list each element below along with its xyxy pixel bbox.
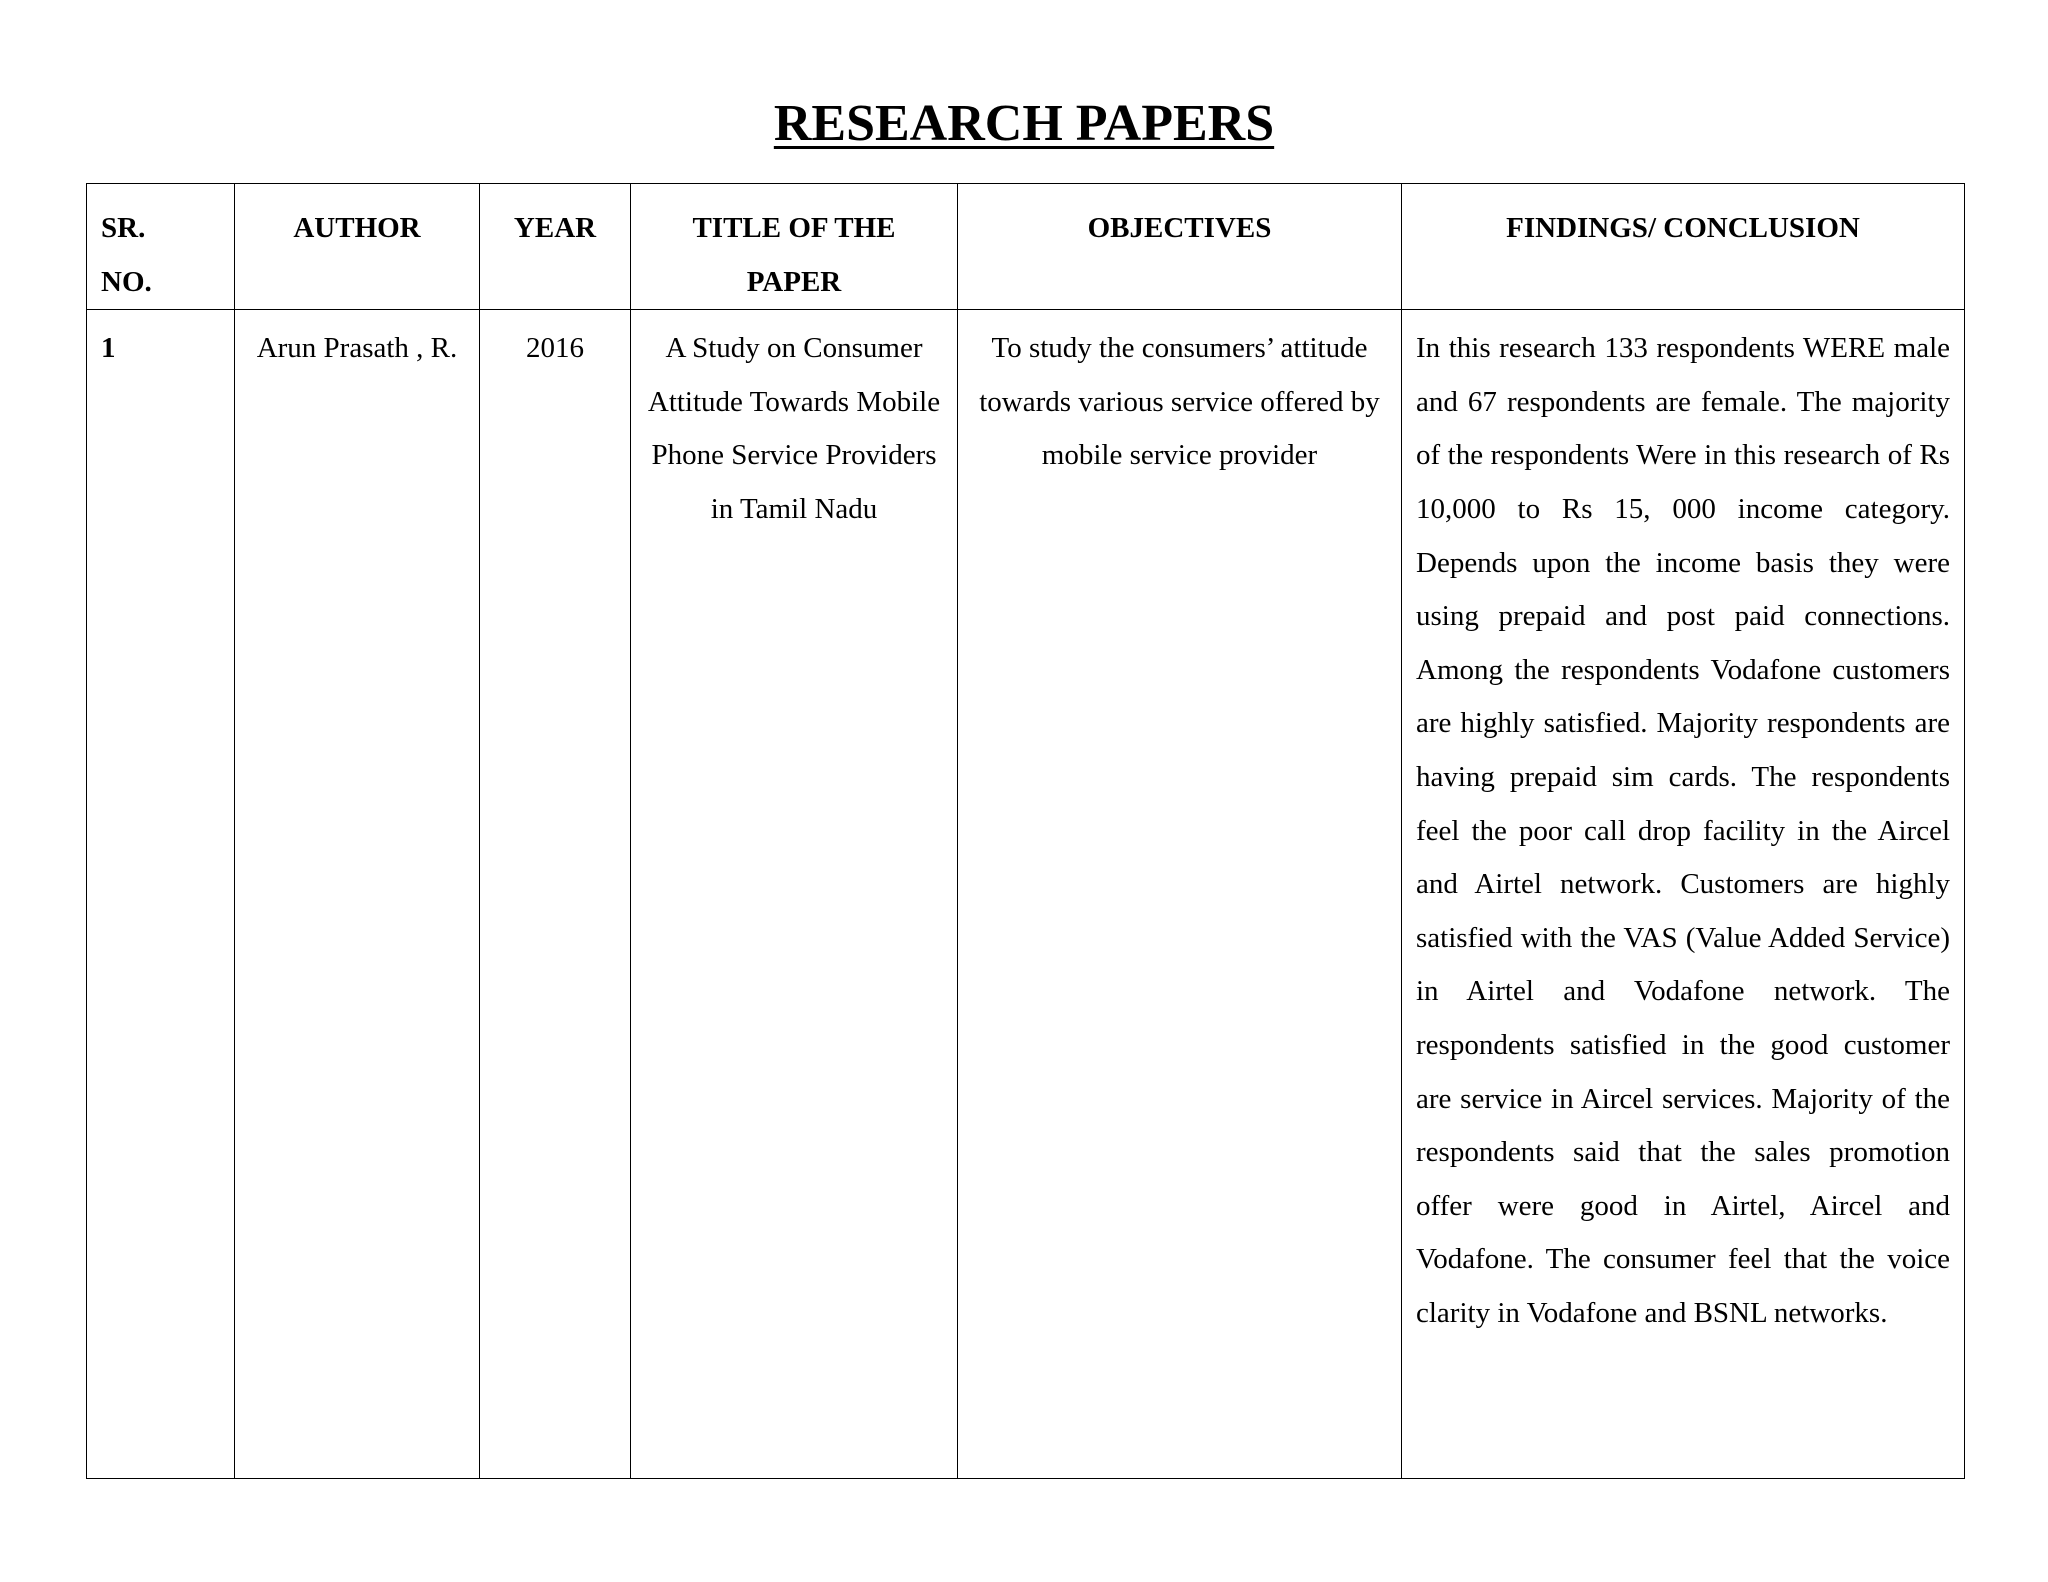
row-objectives: To study the consumers’ attitude towards various service offered by mobile service provider <box>979 332 1380 472</box>
cell-year <box>480 310 631 1479</box>
cell-objectives <box>958 310 1402 1479</box>
page-title: RESEARCH PAPERS <box>773 95 1275 152</box>
research-papers-table <box>86 183 1965 1479</box>
header-sr-no <box>87 184 235 310</box>
header-sr-no-line2: NO. <box>101 265 152 298</box>
header-author-label: AUTHOR <box>293 212 421 244</box>
header-title <box>631 184 958 310</box>
row-title: A Study on Consumer Attitude Towards Mobile Phone Service Providers in Tamil Nadu <box>647 332 941 525</box>
row-author: Arun Prasath , R. <box>256 332 458 365</box>
header-title-line1: TITLE OF THE <box>692 212 896 244</box>
header-year-label: YEAR <box>513 212 597 244</box>
row-sr-no: 1 <box>101 332 116 365</box>
header-year <box>480 184 631 310</box>
cell-findings <box>1402 310 1965 1479</box>
table-row <box>87 310 1965 1479</box>
cell-sr-no <box>87 310 235 1479</box>
header-title-line2: PAPER <box>746 265 842 298</box>
header-objectives <box>958 184 1402 310</box>
table-header-row <box>87 184 1965 310</box>
header-findings-label: FINDINGS/ CONCLUSION <box>1506 212 1860 244</box>
header-author <box>235 184 480 310</box>
header-sr-no-line1: SR. <box>101 212 146 244</box>
cell-author <box>235 310 480 1479</box>
cell-title <box>631 310 958 1479</box>
row-findings: In this research 133 respondents WERE male and 67 respondents are female. The majority of the respondents Were in this research of Rs 10,000 to Rs 15, 000 income category. Depends upon the income basis they were using prepaid and post paid connections. Among the respondents Vodafone customers are highly satisfied. Majority respondents are having prepaid sim cards. The respondents feel the poor call drop facility in the Aircel and Airtel network. Customers are highly satisfied with the VAS (Value Added Service) in Airtel and Vodafone network. The respondents satisfied in the good customer are service in Aircel services. Majority of the respondents said that the sales promotion offer were good in Airtel, Aircel and Vodafone. The consumer feel that the voice clarity in Vodafone and BSNL networks. <box>1416 332 1950 1329</box>
header-objectives-label: OBJECTIVES <box>1087 212 1272 244</box>
row-year: 2016 <box>526 332 584 365</box>
header-findings <box>1402 184 1965 310</box>
